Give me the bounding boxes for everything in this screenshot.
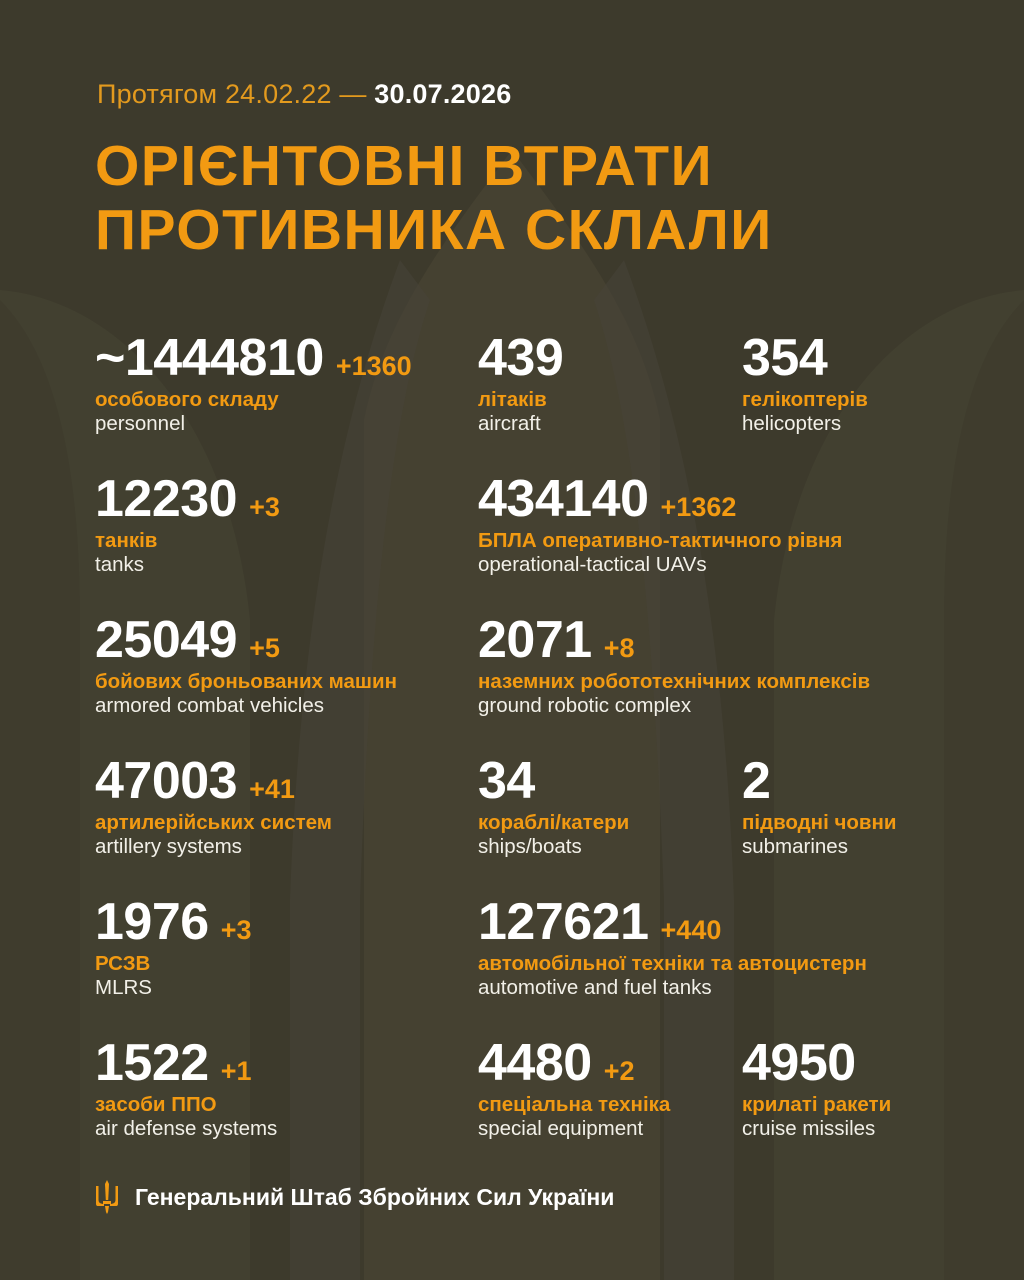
period-end-date: 30.07.2026 (374, 79, 512, 109)
stat-label-ua: підводні човни (742, 811, 897, 834)
stat-label-en: submarines (742, 835, 848, 858)
stat-label-ua: особового складу (95, 388, 279, 411)
stat-ships (478, 753, 629, 859)
stat-delta: +1360 (335, 351, 412, 381)
stat-mlrs (95, 894, 251, 1000)
footer (95, 1180, 614, 1214)
stat-delta: +3 (220, 915, 252, 945)
stat-tanks (95, 471, 280, 577)
stat-automotive (478, 894, 867, 1000)
stat-label-en: tanks (95, 553, 144, 576)
stat-value: 4950 (742, 1034, 856, 1092)
stat-label-ua: танків (95, 529, 158, 552)
trident-icon (95, 1180, 119, 1214)
stat-value: ~1444810 (95, 329, 324, 387)
stat-aircraft (478, 330, 563, 436)
stat-label-ua: БПЛА оперативно-тактичного рівня (478, 529, 843, 552)
stat-label-ua: бойових броньованих машин (95, 670, 398, 693)
stat-delta: +440 (660, 915, 722, 945)
stat-delta: +5 (249, 633, 280, 663)
stat-value: 434140 (478, 470, 649, 528)
stat-value: 34 (478, 752, 535, 810)
stat-label-ua: літаків (478, 388, 547, 411)
stat-value: 12230 (95, 470, 238, 528)
stat-label-ua: РСЗВ (95, 952, 151, 975)
stat-artillery (95, 753, 332, 859)
period-prefix: Протягом 24.02.22 — (97, 79, 367, 109)
stat-delta: +41 (249, 774, 295, 804)
stat-value: 47003 (95, 752, 238, 810)
stat-label-en: operational-tactical UAVs (478, 553, 707, 576)
stat-label-en: special equipment (478, 1117, 644, 1140)
stat-label-ua: крилаті ракети (742, 1093, 892, 1116)
stat-helicopters (742, 330, 868, 436)
stat-value: 354 (742, 329, 828, 387)
stat-label-ua: артилерійських систем (95, 811, 332, 834)
stat-value: 2071 (478, 611, 592, 669)
stat-delta: +1 (220, 1056, 252, 1086)
stat-delta: +8 (603, 633, 635, 663)
stat-ground-robotic (478, 612, 870, 718)
title-line-2: ПРОТИВНИКА СКЛАЛИ (95, 198, 773, 262)
stat-special-equipment (478, 1035, 670, 1141)
stat-cruise-missiles (742, 1035, 891, 1141)
stat-label-en: helicopters (742, 412, 842, 435)
stat-label-ua: наземних робототехнічних комплексів (478, 670, 871, 693)
stat-label-en: personnel (95, 412, 186, 435)
stat-label-ua: кораблі/катери (478, 811, 630, 834)
stat-value: 439 (478, 329, 564, 387)
stat-value: 4480 (478, 1034, 592, 1092)
stat-label-ua: гелікоптерів (742, 388, 868, 411)
stat-delta: +2 (603, 1056, 635, 1086)
page-title (95, 134, 773, 262)
stat-label-ua: спеціальна техніка (478, 1093, 671, 1116)
stat-label-en: cruise missiles (742, 1117, 876, 1140)
stat-value: 1522 (95, 1034, 209, 1092)
stat-air-defense (95, 1035, 277, 1141)
stat-label-ua: автомобільної техніки та автоцистерн (478, 952, 867, 975)
stat-armored-vehicles (95, 612, 397, 718)
stat-label-ua: засоби ППО (95, 1093, 217, 1116)
stat-label-en: MLRS (95, 976, 152, 999)
stat-value: 1976 (95, 893, 209, 951)
period-range (97, 78, 511, 110)
stat-personnel (95, 330, 412, 436)
footer-organization: Генеральний Штаб Збройних Сил України (135, 1183, 615, 1210)
stat-value: 127621 (478, 893, 649, 951)
stat-value: 25049 (95, 611, 238, 669)
title-line-1: ОРІЄНТОВНІ ВТРАТИ (95, 134, 714, 198)
stat-delta: +3 (249, 492, 280, 522)
stat-label-en: automotive and fuel tanks (478, 976, 712, 999)
stat-label-en: air defense systems (95, 1117, 278, 1140)
stat-delta: +1362 (660, 492, 737, 522)
stat-value: 2 (742, 752, 771, 810)
stat-label-en: aircraft (478, 412, 541, 435)
stat-label-en: artillery systems (95, 835, 242, 858)
stat-submarines (742, 753, 896, 859)
stat-uavs (478, 471, 842, 577)
stat-label-en: armored combat vehicles (95, 694, 325, 717)
stat-label-en: ground robotic complex (478, 694, 692, 717)
stat-label-en: ships/boats (478, 835, 582, 858)
